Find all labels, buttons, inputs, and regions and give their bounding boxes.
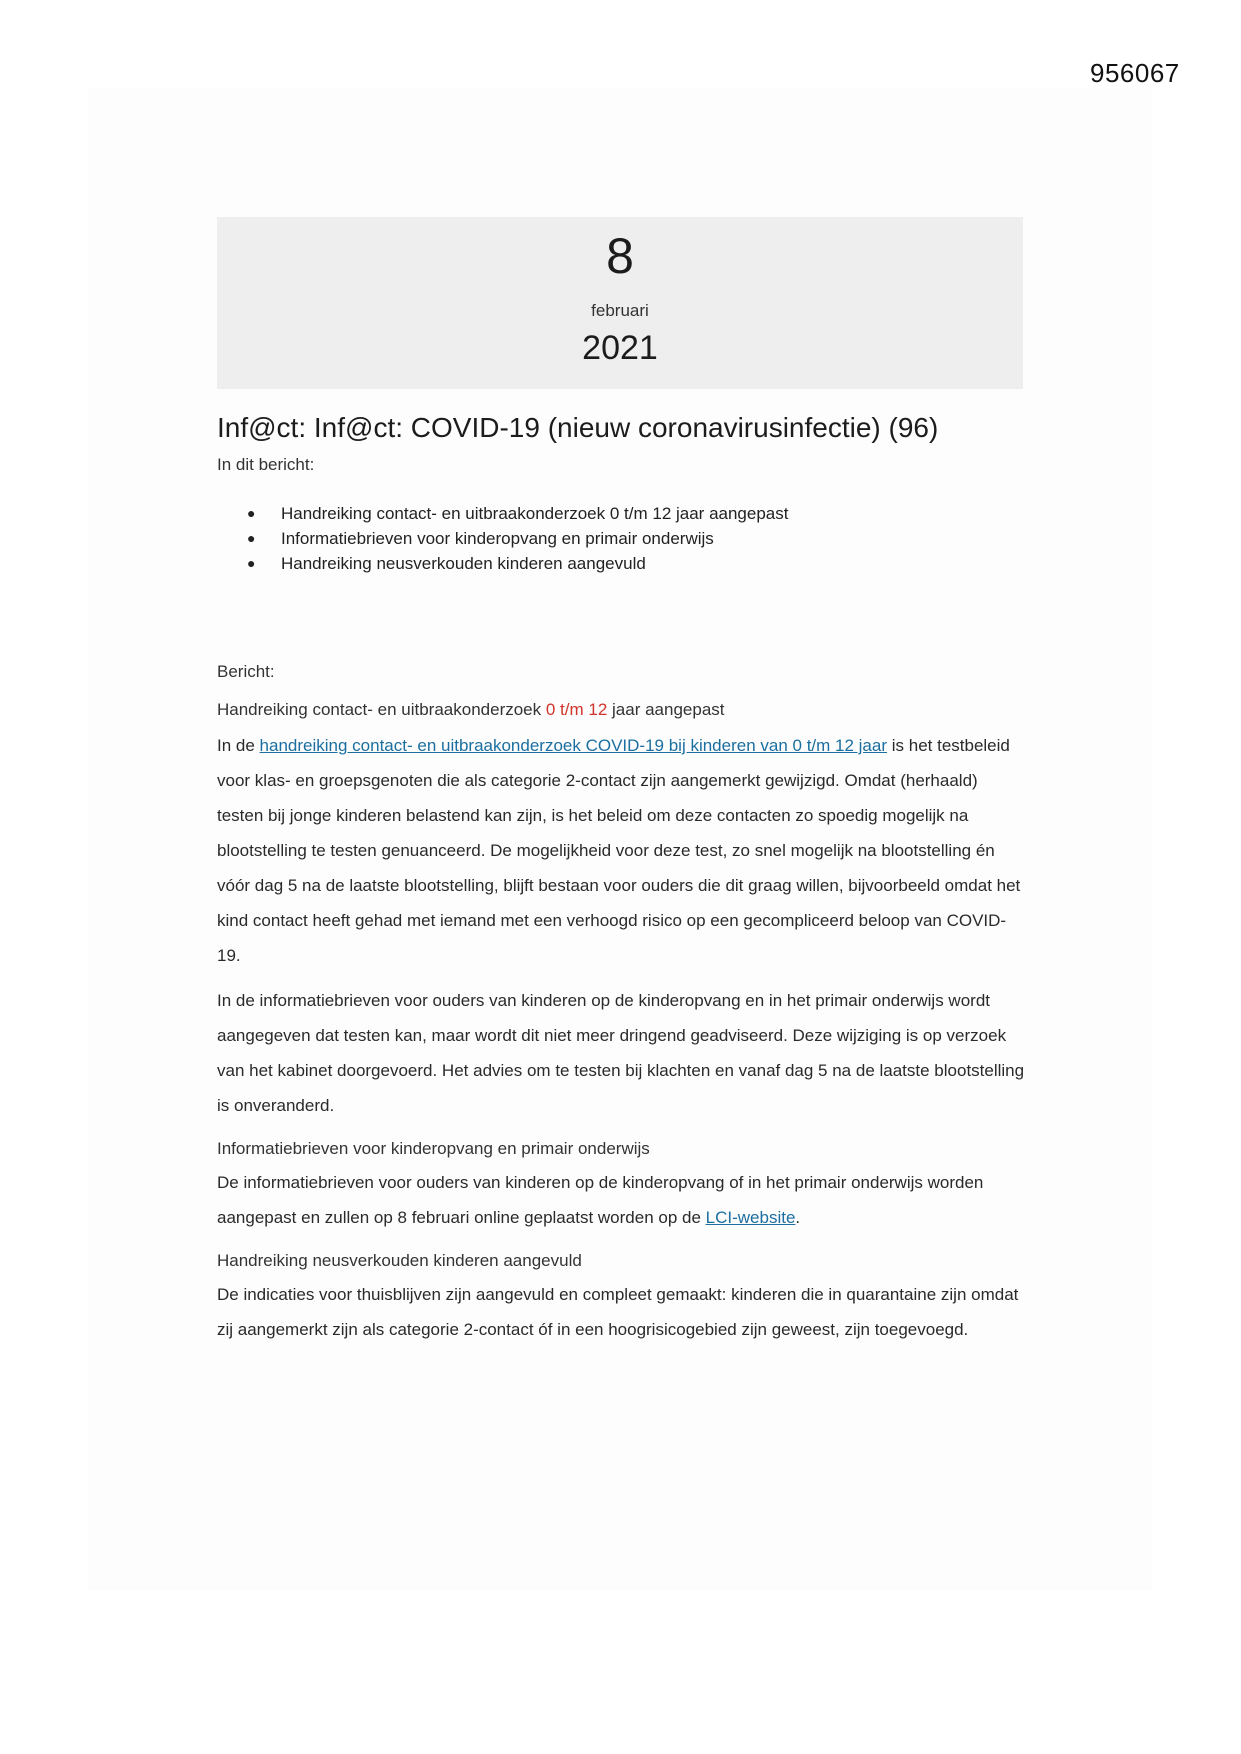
handreiking-link[interactable]: handreiking contact- en uitbraakonderzoek COVID-19 bij kinderen van 0 t/m 12 jaar <box>259 736 888 755</box>
section-heading-neusverkouden: Handreiking neusverkouden kinderen aangevuld <box>217 1251 582 1270</box>
section-heading-informatiebrieven: Informatiebrieven voor kinderopvang en primair onderwijs <box>217 1139 650 1158</box>
section-paragraph: De indicaties voor thuisblijven zijn aangevuld en compleet gemaakt: kinderen die in quarantaine zijn omdat zij aangemerkt zijn als categorie 2-contact óf in een hoogrisicogebied zijn geweest, zijn toegevoegd. <box>217 1285 1019 1339</box>
document-id: 956067 <box>1090 58 1180 88</box>
section-paragraph <box>217 728 1027 973</box>
toc-item <box>247 551 1027 576</box>
page-title: Inf@ct: Inf@ct: COVID-19 (nieuw coronavirusinfectie) (96) <box>217 412 939 443</box>
date-year: 2021 <box>582 329 658 367</box>
section-paragraph <box>217 1165 1027 1235</box>
message-content <box>217 410 1027 1347</box>
toc-item <box>247 526 1027 551</box>
heading-text: jaar aangepast <box>607 700 725 719</box>
date-day: 8 <box>606 228 634 284</box>
date-box <box>217 217 1023 389</box>
toc-item <box>247 501 1027 526</box>
bericht-label: Bericht: <box>217 662 275 681</box>
date-month: februari <box>591 301 649 320</box>
section-paragraph: In de informatiebrieven voor ouders van kinderen op de kinderopvang en in het primair onderwijs wordt aangegeven dat testen kan, maar wordt dit niet meer dringend geadviseerd. Deze wijziging is op verzoek van het kabinet doorgevoerd. Het advies om te testen bij klachten en vanaf dag 5 na de laatste blootstelling is onveranderd. <box>217 991 1025 1115</box>
paragraph-text: In de <box>217 736 260 755</box>
heading-highlight: 0 t/m 12 <box>545 700 608 719</box>
table-of-contents <box>217 501 1027 576</box>
bullet-icon: ● <box>247 555 256 571</box>
toc-item-label: Informatiebrieven voor kinderopvang en primair onderwijs <box>281 529 714 548</box>
paragraph-text: is het testbeleid voor klas- en groepsgenoten die als categorie 2-contact zijn aangemerkt gewijzigd. Omdat (herhaald) testen bij jonge kinderen belastend kan zijn, is het beleid om deze contacten zo spoedig mogelijk na blootstelling te testen genuanceerd. De mogelijkheid voor deze test, zo snel mogelijk na blootstelling én vóór dag 5 na de laatste blootstelling, blijft bestaan voor ouders die dit graag willen, bijvoorbeeld omdat het kind contact heeft gehad met iemand met een verhoogd risico op een gecompliceerd beloop van COVID-19. <box>217 736 1021 965</box>
bullet-icon: ● <box>247 505 256 521</box>
intro-label: In dit bericht: <box>217 455 315 474</box>
toc-item-label: Handreiking neusverkouden kinderen aangevuld <box>281 554 646 573</box>
paragraph-text: . <box>795 1208 801 1227</box>
paragraph-text: De informatiebrieven voor ouders van kinderen op de kinderopvang of in het primair onderwijs worden aangepast en zullen op 8 februari online geplaatst worden op de <box>217 1173 984 1227</box>
lci-website-link[interactable]: LCI-website <box>705 1208 796 1227</box>
toc-item-label: Handreiking contact- en uitbraakonderzoek 0 t/m 12 jaar aangepast <box>281 504 789 523</box>
heading-text: Handreiking contact- en uitbraakonderzoek <box>217 700 546 719</box>
bullet-icon: ● <box>247 530 256 546</box>
section-heading-contactonderzoek <box>217 698 1027 722</box>
